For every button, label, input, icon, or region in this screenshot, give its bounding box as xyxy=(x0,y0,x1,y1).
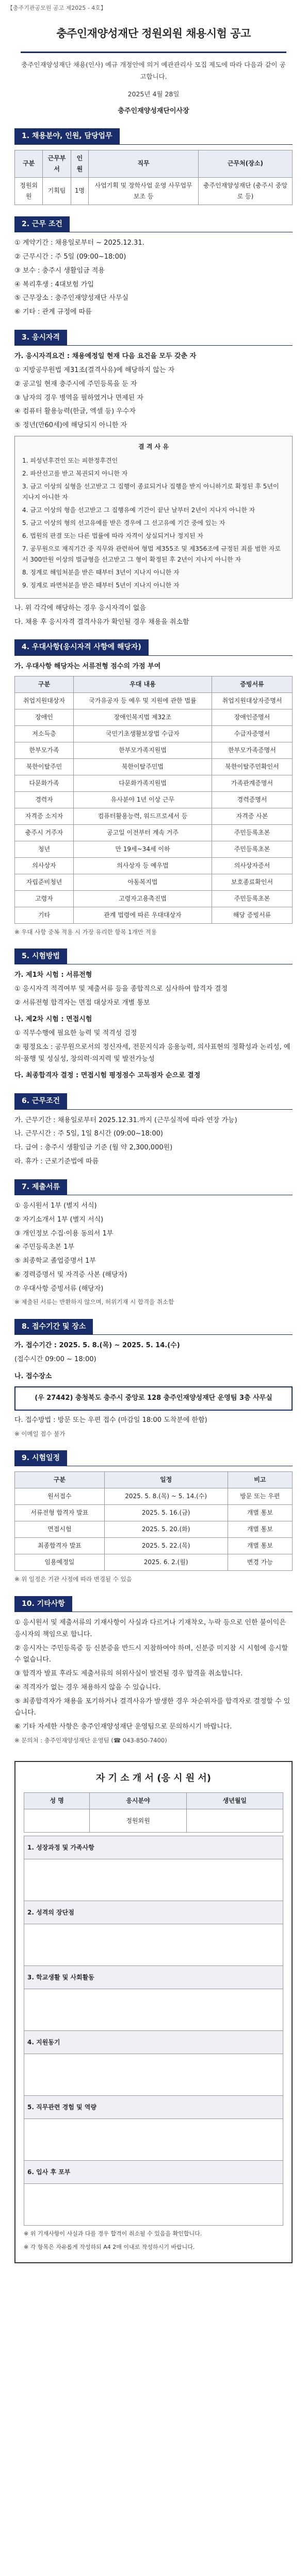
table-cell: 아동복지법 xyxy=(73,874,212,890)
section-preference xyxy=(0,639,307,937)
table-cell: 의사상자 등 예우법 xyxy=(73,857,212,874)
list-item: ③ 보수 : 충주시 생활임금 적용 xyxy=(14,266,105,275)
form-caption: ※ 각 항목은 자유롭게 작성하되 A4 2매 이내로 작성하시기 바랍니다. xyxy=(24,2243,195,2250)
table-header: 생년월일 xyxy=(186,1793,283,1809)
list-item: ⑤ 근무장소 : 충주인재양성재단 사무실 xyxy=(14,294,128,302)
table-cell: 2025. 6. 2.(월) xyxy=(104,1554,228,1571)
contact-info: ※ 문의처 : 충주인재양성재단 운영팀 (☎ 043-850-7400) xyxy=(14,1736,167,1744)
table-header: 구분 xyxy=(15,150,43,177)
list-item: 6. 법원의 판결 또는 다른 법률에 따라 자격이 상실되거나 정지된 자 xyxy=(22,532,203,539)
table-row xyxy=(15,874,293,890)
section-rule xyxy=(14,655,293,656)
table-row xyxy=(15,1554,293,1571)
box-title: 결 격 사 유 xyxy=(138,443,169,450)
list-item: 4. 금고 이상의 형을 선고받고 그 집행유예 기간이 끝난 날부터 2년이 지나지 아니한 자 xyxy=(22,506,255,514)
list-item: 8. 징계로 해임처분을 받은 때부터 3년이 지나지 아니한 자 xyxy=(22,568,180,576)
list-item: 다. 급여 : 충주시 생활임금 기준 (월 약 2,300,000원) xyxy=(14,1144,173,1152)
section-heading: 5. 시험방법 xyxy=(14,948,67,964)
note-text: ※ 제출된 서류는 반환하지 않으며, 허위기재 시 합격을 취소함 xyxy=(14,1298,174,1306)
list-item: 2. 파산선고를 받고 복권되지 아니한 자 xyxy=(22,469,128,477)
list-item: ⑥ 기타 : 관계 규정에 따름 xyxy=(14,308,92,316)
table-row xyxy=(15,857,293,874)
list-item: 7. 공무원으로 재직기간 중 직무와 관련하여 형법 제355조 및 제356조에 규정된 죄를 범한 자로서 300만원 이상의 벌금형을 선고받고 그 형이 확정된 후 2년이 지나지 아니한 자 xyxy=(22,545,281,563)
list-item: 9. 징계로 파면처분을 받은 때부터 5년이 지나지 아니한 자 xyxy=(22,581,180,589)
form-row-input xyxy=(24,1924,283,1966)
form-row-input xyxy=(24,1989,283,2031)
table-cell: 고령자고용촉진법 xyxy=(73,890,212,907)
list-item: ② 응시자는 주민등록증 등 신분증을 반드시 지참하여야 하며, 신분증 미지참 시 시험에 응시할 수 없습니다. xyxy=(14,1644,288,1664)
application-hours: (접수시간 09:00 ~ 18:00) xyxy=(14,1355,96,1363)
table-cell: 1명 xyxy=(71,177,89,205)
table-cell: 자립준비청년 xyxy=(15,874,74,890)
form-text-area[interactable] xyxy=(24,1989,283,2031)
signer: 충주인재양성재단이사장 xyxy=(118,107,189,115)
table-header: 근무부서 xyxy=(43,150,71,177)
section-heading: 7. 제출서류 xyxy=(14,1179,67,1195)
application-place-label: 나. 접수장소 xyxy=(14,1372,52,1380)
table-cell: 유사분야 1년 이상 근무 xyxy=(73,791,212,808)
table-cell: 2025. 5. 22.(목) xyxy=(104,1538,228,1554)
section-heading: 3. 응시자격 xyxy=(14,330,67,346)
form-header-table xyxy=(24,1792,283,1833)
list-item: 가. 근무기간 : 채용일로부터 2025.12.31.까지 (근무실적에 따라 연장 가능) xyxy=(14,1116,237,1124)
table-cell: 자격증 소지자 xyxy=(15,808,74,824)
table-cell: 기획팀 xyxy=(43,177,71,205)
table-header: 성 명 xyxy=(24,1793,90,1809)
table-cell: 충주시 거주자 xyxy=(15,824,74,841)
list-item: 3. 금고 이상의 실형을 선고받고 그 집행이 종료되거나 집행을 받지 아니하기로 확정된 후 5년이 지나지 아니한 자 xyxy=(22,482,279,501)
table-cell: 관계 법령에 따른 우대대상자 xyxy=(73,907,212,923)
section-heading: 1. 채용분야, 인원, 담당업무 xyxy=(14,128,120,144)
form-text-area[interactable] xyxy=(24,1859,283,1901)
table-cell: 청년 xyxy=(15,841,74,857)
table-cell: 국가유공자 등 예우 및 지원에 관한 법률 xyxy=(73,692,212,709)
table-row xyxy=(15,890,293,907)
table-cell: 장애인증명서 xyxy=(212,709,292,725)
form-title: 자 기 소 개 서 (응 시 원 서) xyxy=(95,1772,212,1784)
table-cell: 경력증명서 xyxy=(212,791,292,808)
table-header: 구분 xyxy=(15,676,74,692)
form-field-label: 4. 지원동기 xyxy=(24,2031,283,2054)
table-cell: 취업지원대상자증명서 xyxy=(212,692,292,709)
intro-text: 충주인재양성재단 채용(인사) 예규 개정안에 의거 예관관리사 모집 제도에 따라 다음과 같이 공고합니다. xyxy=(21,61,286,80)
section-exam-method xyxy=(0,948,307,1082)
sub-heading: 가. 제1차 시험 : 서류전형 xyxy=(14,971,92,979)
table-cell: 서류전형 합격자 발표 xyxy=(15,1505,105,1521)
list-item: ④ 컴퓨터 활용능력(한글, 엑셀 등) 우수자 xyxy=(14,408,136,416)
section-heading: 2. 근무 조건 xyxy=(14,216,70,232)
table-cell: 의사상자증서 xyxy=(212,857,292,874)
table-header: 구분 xyxy=(15,1472,105,1488)
table-row xyxy=(15,1538,293,1554)
form-text-area[interactable] xyxy=(24,2184,283,2226)
list-item: ⑦ 우대사항 증빙서류 (해당자) xyxy=(14,1284,104,1293)
form-text-area[interactable] xyxy=(24,2119,283,2161)
title-divider xyxy=(21,52,286,53)
table-cell: 다문화가족지원법 xyxy=(73,775,212,791)
list-item: 나. 근무시간 : 주 5일, 1일 8시간 (09:00~18:00) xyxy=(14,1130,163,1138)
list-item: ③ 개인정보 수집·이용 동의서 1부 xyxy=(14,1229,114,1238)
table-cell: 면접시험 xyxy=(15,1521,105,1538)
list-item: ② 서류전형 합격자는 면접 대상자로 개별 통보 xyxy=(14,998,150,1007)
form-field-label: 5. 직무관련 경험 및 역량 xyxy=(24,2096,283,2119)
table-cell: 최종합격자 발표 xyxy=(15,1538,105,1554)
list-item: ① 지방공무원법 제31조(결격사유)에 해당하지 않는 자 xyxy=(14,366,175,374)
table-cell: 의사상자 xyxy=(15,857,74,874)
table-cell: 취업지원대상자 xyxy=(15,692,74,709)
table-cell: 기타 xyxy=(15,907,74,923)
form-row-label xyxy=(24,2031,283,2054)
table-row xyxy=(15,808,293,824)
section-heading: 9. 시험일정 xyxy=(14,1450,67,1466)
list-item: ② 자기소개서 1부 (별지 서식) xyxy=(14,1215,104,1224)
table-row xyxy=(15,775,293,791)
list-item: ② 평정요소 : 공무원으로서의 정신자세, 전문지식과 응용능력, 의사표현의 정확성과 논리성, 예의·품행 및 성실성, 창의력·의지력 및 발전가능성 xyxy=(14,1043,290,1063)
list-item: ① 직무수행에 필요한 능력 및 적격성 검정 xyxy=(14,1029,137,1038)
list-item: ② 공고일 현재 충주시에 주민등록을 둔 자 xyxy=(14,380,137,388)
table-cell: 수급자증명서 xyxy=(212,725,292,742)
table-cell: 가족관계증명서 xyxy=(212,775,292,791)
form-field-label: 2. 성격의 장단점 xyxy=(24,1901,283,1924)
table-row xyxy=(15,709,293,725)
list-item: ④ 주민등록초본 1부 xyxy=(14,1243,75,1251)
section-work-conditions xyxy=(0,1093,307,1168)
table-cell: 2025. 5. 16.(금) xyxy=(104,1505,228,1521)
form-field-label: 3. 학교생활 및 사회활동 xyxy=(24,1966,283,1989)
list-item: 다. 채용 후 응시자격 결격사유가 확인될 경우 채용을 취소함 xyxy=(14,618,189,626)
list-item: ① 계약기간 : 채용일로부터 ~ 2025.12.31. xyxy=(14,239,144,247)
section-etc xyxy=(0,1596,307,1745)
table-header: 일정 xyxy=(104,1472,228,1488)
list-item: ③ 남자의 경우 병역을 필하였거나 면제된 자 xyxy=(14,394,143,402)
table-header: 우대 내용 xyxy=(73,676,212,692)
section-heading: 10. 기타사항 xyxy=(14,1596,72,1612)
name-field[interactable] xyxy=(24,1809,90,1833)
table-cell: 주민등록초본 xyxy=(212,824,292,841)
form-row-label xyxy=(24,1901,283,1924)
table-cell: 주민등록초본 xyxy=(212,890,292,907)
sub-heading: 다. 최종합격자 결정 : 면접시험 평정점수 고득점자 순으로 결정 xyxy=(14,1072,201,1080)
section-rule xyxy=(14,345,293,346)
table-cell: 국민기초생활보장법 수급자 xyxy=(73,725,212,742)
table-cell: 보호종료확인서 xyxy=(212,874,292,890)
disqualification-box xyxy=(14,436,293,599)
form-row-input xyxy=(24,2184,283,2226)
address-box: (우 27442) 충청북도 충주시 중앙로 128 충주인재양성재단 운영팀 3층 사무실 xyxy=(14,1386,293,1411)
list-item: ② 근무시간 : 주 5일 (09:00~18:00) xyxy=(14,253,126,261)
list-item: ⑤ 정년(만60세)에 해당되지 아니한 자 xyxy=(14,421,127,429)
field-value: 정원외원 xyxy=(90,1809,186,1833)
table-header: 증빙서류 xyxy=(212,676,292,692)
section-rule xyxy=(14,144,293,145)
list-item: ④ 복리후생 : 4대보험 가입 xyxy=(14,280,94,289)
self-introduction-form xyxy=(14,1761,293,2263)
form-row-label xyxy=(24,2161,283,2184)
table-cell: 북한이탈주민 xyxy=(15,758,74,775)
list-item: 라. 휴가 : 근로기준법에 따름 xyxy=(14,1157,99,1165)
section-eligibility xyxy=(0,330,307,629)
table-cell: 장애인 xyxy=(15,709,74,725)
table-cell: 개별 통보 xyxy=(228,1521,292,1538)
table-header: 직무 xyxy=(89,150,199,177)
table-cell: 방문 또는 우편 xyxy=(228,1488,292,1505)
section-heading: 4. 우대사항(응시자격 사항에 해당자) xyxy=(14,639,149,655)
form-row-input xyxy=(24,2054,283,2096)
list-item: ① 응시원서 1부 (별지 서식) xyxy=(14,1202,97,1210)
form-row-label xyxy=(24,1836,283,1859)
table-cell: 북한이탈주민확인서 xyxy=(212,758,292,775)
table-header: 인원 xyxy=(71,150,89,177)
table-cell: 원서접수 xyxy=(15,1488,105,1505)
form-text-area[interactable] xyxy=(24,2054,283,2096)
section-rule xyxy=(14,1334,293,1335)
table-cell: 자격증 사본 xyxy=(212,808,292,824)
form-field-label: 6. 입사 후 포부 xyxy=(24,2161,283,2184)
table-cell: 2025. 5. 8.(목) ~ 5. 14.(수) xyxy=(104,1488,228,1505)
table-row xyxy=(15,742,293,758)
table-row xyxy=(15,1521,293,1538)
table-header: 응시분야 xyxy=(90,1793,186,1809)
section-application xyxy=(0,1319,307,1439)
table-cell: 개별 통보 xyxy=(228,1505,292,1521)
schedule-table xyxy=(14,1471,293,1571)
section-heading: 6. 근무조건 xyxy=(14,1093,67,1109)
table-cell: 만 19세~34세 이하 xyxy=(73,841,212,857)
title-block xyxy=(0,15,307,46)
form-row-label xyxy=(24,1966,283,1989)
application-period: 가. 접수기간 : 2025. 5. 8.(목) ~ 2025. 5. 14.(수) xyxy=(14,1342,180,1349)
page-title: 충주인재양성재단 정원외원 채용시험 공고 xyxy=(56,27,251,40)
section-schedule xyxy=(0,1450,307,1585)
section-heading: 8. 접수기간 및 장소 xyxy=(14,1319,93,1335)
table-cell: 컴퓨터활용능력, 워드프로세서 등 xyxy=(73,808,212,824)
form-row-label xyxy=(24,2096,283,2119)
sub-heading: 가. 우대사항 해당자는 서류전형 점수의 가점 부여 xyxy=(14,662,161,670)
table-row xyxy=(15,791,293,808)
form-row-input xyxy=(24,1859,283,1901)
list-item: ⑥ 기타 자세한 사항은 충주인재양성재단 운영팀으로 문의하시기 바랍니다. xyxy=(14,1723,232,1731)
list-item: ④ 적격자가 없는 경우 채용하지 않을 수 있습니다. xyxy=(14,1683,161,1691)
list-item: 5. 금고 이상의 형의 선고유예를 받은 경우에 그 선고유예 기간 중에 있는 자 xyxy=(22,519,225,527)
announcement-date: 2025년 4월 28일 xyxy=(127,90,180,98)
list-item: ① 응시자격 적격여부 및 제출서류 등을 종합적으로 심사하여 합격자 결정 xyxy=(14,985,228,993)
section-documents xyxy=(0,1179,307,1308)
table-cell: 충주인재양성재단 (충주시 중앙로 등) xyxy=(198,177,292,205)
list-item: ① 응시원서 및 제출서류의 기재사항이 사실과 다르거나 기재착오, 누락 등으로 인한 불이익은 응시자의 책임으로 합니다. xyxy=(14,1619,286,1638)
table-row xyxy=(15,1505,293,1521)
table-row xyxy=(15,1488,293,1505)
table-cell: 2025. 5. 20.(화) xyxy=(104,1521,228,1538)
table-cell: 고령자 xyxy=(15,890,74,907)
form-body-table xyxy=(24,1836,283,2226)
section-rule xyxy=(14,1109,293,1110)
note-text: ※ 위 일정은 기관 사정에 따라 변경될 수 있음 xyxy=(14,1575,132,1583)
table-cell: 장애인복지법 제32조 xyxy=(73,709,212,725)
table-cell: 북한이탈주민법 xyxy=(73,758,212,775)
table-cell: 임용예정일 xyxy=(15,1554,105,1571)
list-item: ⑤ 최종합격자가 채용을 포기하거나 결격사유가 발생한 경우 차순위자를 합격자로 결정할 수 있습니다. xyxy=(14,1697,290,1717)
table-cell: 주민등록초본 xyxy=(212,841,292,857)
form-caption: ※ 위 기재사항이 사실과 다를 경우 합격이 취소될 수 있음을 확인합니다. xyxy=(24,2230,202,2238)
list-item: ⑤ 최종학교 졸업증명서 1부 xyxy=(14,1257,96,1265)
table-cell: 경력자 xyxy=(15,791,74,808)
note-text: ※ 우대 사항 중복 적용 시 가장 유리한 항목 1개만 적용 xyxy=(14,928,157,936)
table-cell: 개별 통보 xyxy=(228,1538,292,1554)
section-conditions xyxy=(0,216,307,318)
table-row xyxy=(24,1809,283,1833)
table-cell: 한부모가족지원법 xyxy=(73,742,212,758)
table-header: 비고 xyxy=(228,1472,292,1488)
document-number: 【충주기관공모원 공고 제2025 - 4호】 xyxy=(7,5,106,11)
table-cell: 변경 가능 xyxy=(228,1554,292,1571)
birthdate-field[interactable] xyxy=(186,1809,283,1833)
table-cell: 해당 증빙서류 xyxy=(212,907,292,923)
table-cell: 공고일 이전부터 계속 거주 xyxy=(73,824,212,841)
sub-heading: 가. 응시자격요건 : 채용예정일 현재 다음 요건을 모두 갖춘 자 xyxy=(14,352,197,361)
table-row xyxy=(15,824,293,841)
table-header: 근무처(장소) xyxy=(198,150,292,177)
preference-table xyxy=(14,676,293,924)
table-cell: 사업기획 및 장학사업 운영 사무업무 보조 등 xyxy=(89,177,199,205)
list-item: 나. 위 각각에 해당하는 경우 응시자격이 없음 xyxy=(14,604,146,612)
table-row xyxy=(15,758,293,775)
table-cell: 정원외원 xyxy=(15,177,43,205)
table-cell: 다문화가족 xyxy=(15,775,74,791)
sub-heading: 나. 제2차 시험 : 면접시험 xyxy=(14,1015,92,1024)
table-cell: 한부모가족증명서 xyxy=(212,742,292,758)
form-row-input xyxy=(24,2119,283,2161)
note-text: ※ 이메일 접수 불가 xyxy=(14,1430,66,1437)
recruitment-table xyxy=(14,150,293,205)
table-row xyxy=(15,907,293,923)
table-cell: 한부모가족 xyxy=(15,742,74,758)
form-field-label: 1. 성장과정 및 가족사항 xyxy=(24,1836,283,1859)
application-method: 다. 접수방법 : 방문 또는 우편 접수 (마감일 18:00 도착분에 한함) xyxy=(14,1416,207,1424)
form-text-area[interactable] xyxy=(24,1924,283,1966)
list-item: ③ 합격자 발표 후라도 제출서류의 허위사실이 발견될 경우 합격을 취소합니다. xyxy=(14,1670,243,1677)
list-item: 1. 피성년후견인 또는 피한정후견인 xyxy=(22,456,118,464)
table-row xyxy=(15,725,293,742)
table-cell: 저소득층 xyxy=(15,725,74,742)
section-recruitment xyxy=(0,128,307,205)
table-row xyxy=(15,841,293,857)
table-row xyxy=(15,177,293,205)
table-row xyxy=(15,692,293,709)
list-item: ⑥ 경력증명서 및 자격증 사본 (해당자) xyxy=(14,1270,127,1279)
